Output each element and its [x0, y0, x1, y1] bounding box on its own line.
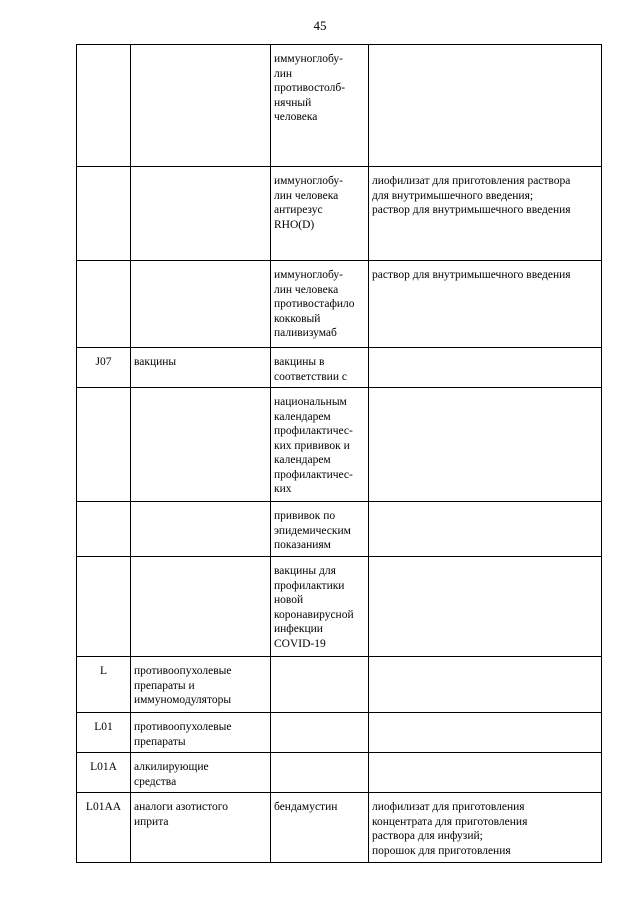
- group-name: вакцины: [134, 356, 177, 368]
- table-row: [77, 261, 602, 348]
- group-name: аналоги азотистого иприта: [134, 801, 228, 828]
- form-cell: [369, 657, 602, 713]
- inn-cell: [271, 261, 369, 348]
- inn-cell: [271, 388, 369, 502]
- atc-code-cell: [77, 388, 131, 502]
- group-cell: [131, 713, 271, 753]
- group-cell: [131, 388, 271, 502]
- group-cell: [131, 657, 271, 713]
- group-cell: [131, 167, 271, 261]
- form-cell: [369, 348, 602, 388]
- drug-name: вакцины для профилактики новой коронавирусной инфекции COVID-19: [274, 565, 354, 650]
- inn-cell: [271, 753, 369, 793]
- group-name: алкилирующие средства: [134, 761, 209, 788]
- form-cell: [369, 45, 602, 167]
- atc-code-cell: [77, 45, 131, 167]
- table-row: [77, 753, 602, 793]
- group-cell: [131, 557, 271, 657]
- table-row: [77, 557, 602, 657]
- atc-code-cell: [77, 348, 131, 388]
- drug-name: национальным календарем профилактичес- ких прививок и календарем профилактичес- ких: [274, 396, 353, 495]
- inn-cell: [271, 657, 369, 713]
- form-cell: [369, 713, 602, 753]
- group-cell: [131, 261, 271, 348]
- inn-cell: [271, 348, 369, 388]
- table-row: [77, 793, 602, 863]
- atc-code-cell: [77, 167, 131, 261]
- atc-code-cell: [77, 713, 131, 753]
- group-cell: [131, 348, 271, 388]
- form-cell: [369, 167, 602, 261]
- form-cell: [369, 388, 602, 502]
- group-cell: [131, 753, 271, 793]
- atc-code-cell: [77, 657, 131, 713]
- atc-code: L: [99, 665, 108, 677]
- table-row: [77, 713, 602, 753]
- inn-cell: [271, 45, 369, 167]
- form-cell: [369, 502, 602, 557]
- table-row: [77, 45, 602, 167]
- inn-cell: [271, 793, 369, 863]
- inn-cell: [271, 557, 369, 657]
- group-name: противоопухолевые препараты и иммуномодуляторы: [134, 665, 232, 706]
- form-cell: [369, 793, 602, 863]
- group-cell: [131, 45, 271, 167]
- form-cell: [369, 261, 602, 348]
- drug-name: прививок по эпидемическим показаниям: [274, 510, 351, 551]
- drug-name: бендамустин: [274, 801, 338, 813]
- atc-code-cell: [77, 261, 131, 348]
- atc-code: L01AA: [85, 801, 122, 813]
- atc-code-cell: [77, 502, 131, 557]
- form-cell: [369, 753, 602, 793]
- drug-table: [76, 44, 602, 863]
- atc-code-cell: [77, 557, 131, 657]
- table-row: [77, 502, 602, 557]
- table-row: [77, 167, 602, 261]
- atc-code: L01: [94, 721, 113, 733]
- atc-code: J07: [95, 356, 112, 368]
- group-cell: [131, 502, 271, 557]
- atc-code-cell: [77, 793, 131, 863]
- form-cell: [369, 557, 602, 657]
- group-name: противоопухолевые препараты: [134, 721, 232, 748]
- drug-name: иммуноглобу- лин человека противостафило кокковый паливизумаб: [274, 269, 355, 339]
- inn-cell: [271, 502, 369, 557]
- table-row: [77, 657, 602, 713]
- group-cell: [131, 793, 271, 863]
- inn-cell: [271, 167, 369, 261]
- drug-name: иммуноглобу- лин противостолб- нячный человека: [274, 53, 346, 123]
- inn-cell: [271, 713, 369, 753]
- dosage-form: раствор для внутримышечного введения: [372, 269, 571, 281]
- drug-name: вакцины в соответствии с: [274, 356, 347, 383]
- drug-name: иммуноглобу- лин человека антирезус RHO(D): [274, 175, 343, 231]
- page-number: 45: [313, 18, 327, 33]
- dosage-form: лиофилизат для приготовления концентрата для приготовления раствора для инфузий; порошок для приготовления: [372, 801, 528, 857]
- atc-code-cell: [77, 753, 131, 793]
- table-row: [77, 388, 602, 502]
- table-row: [77, 348, 602, 388]
- atc-code: L01A: [90, 761, 117, 773]
- dosage-form: лиофилизат для приготовления раствора для внутримышечного введения; раствор для внутримышечного введения: [372, 175, 571, 216]
